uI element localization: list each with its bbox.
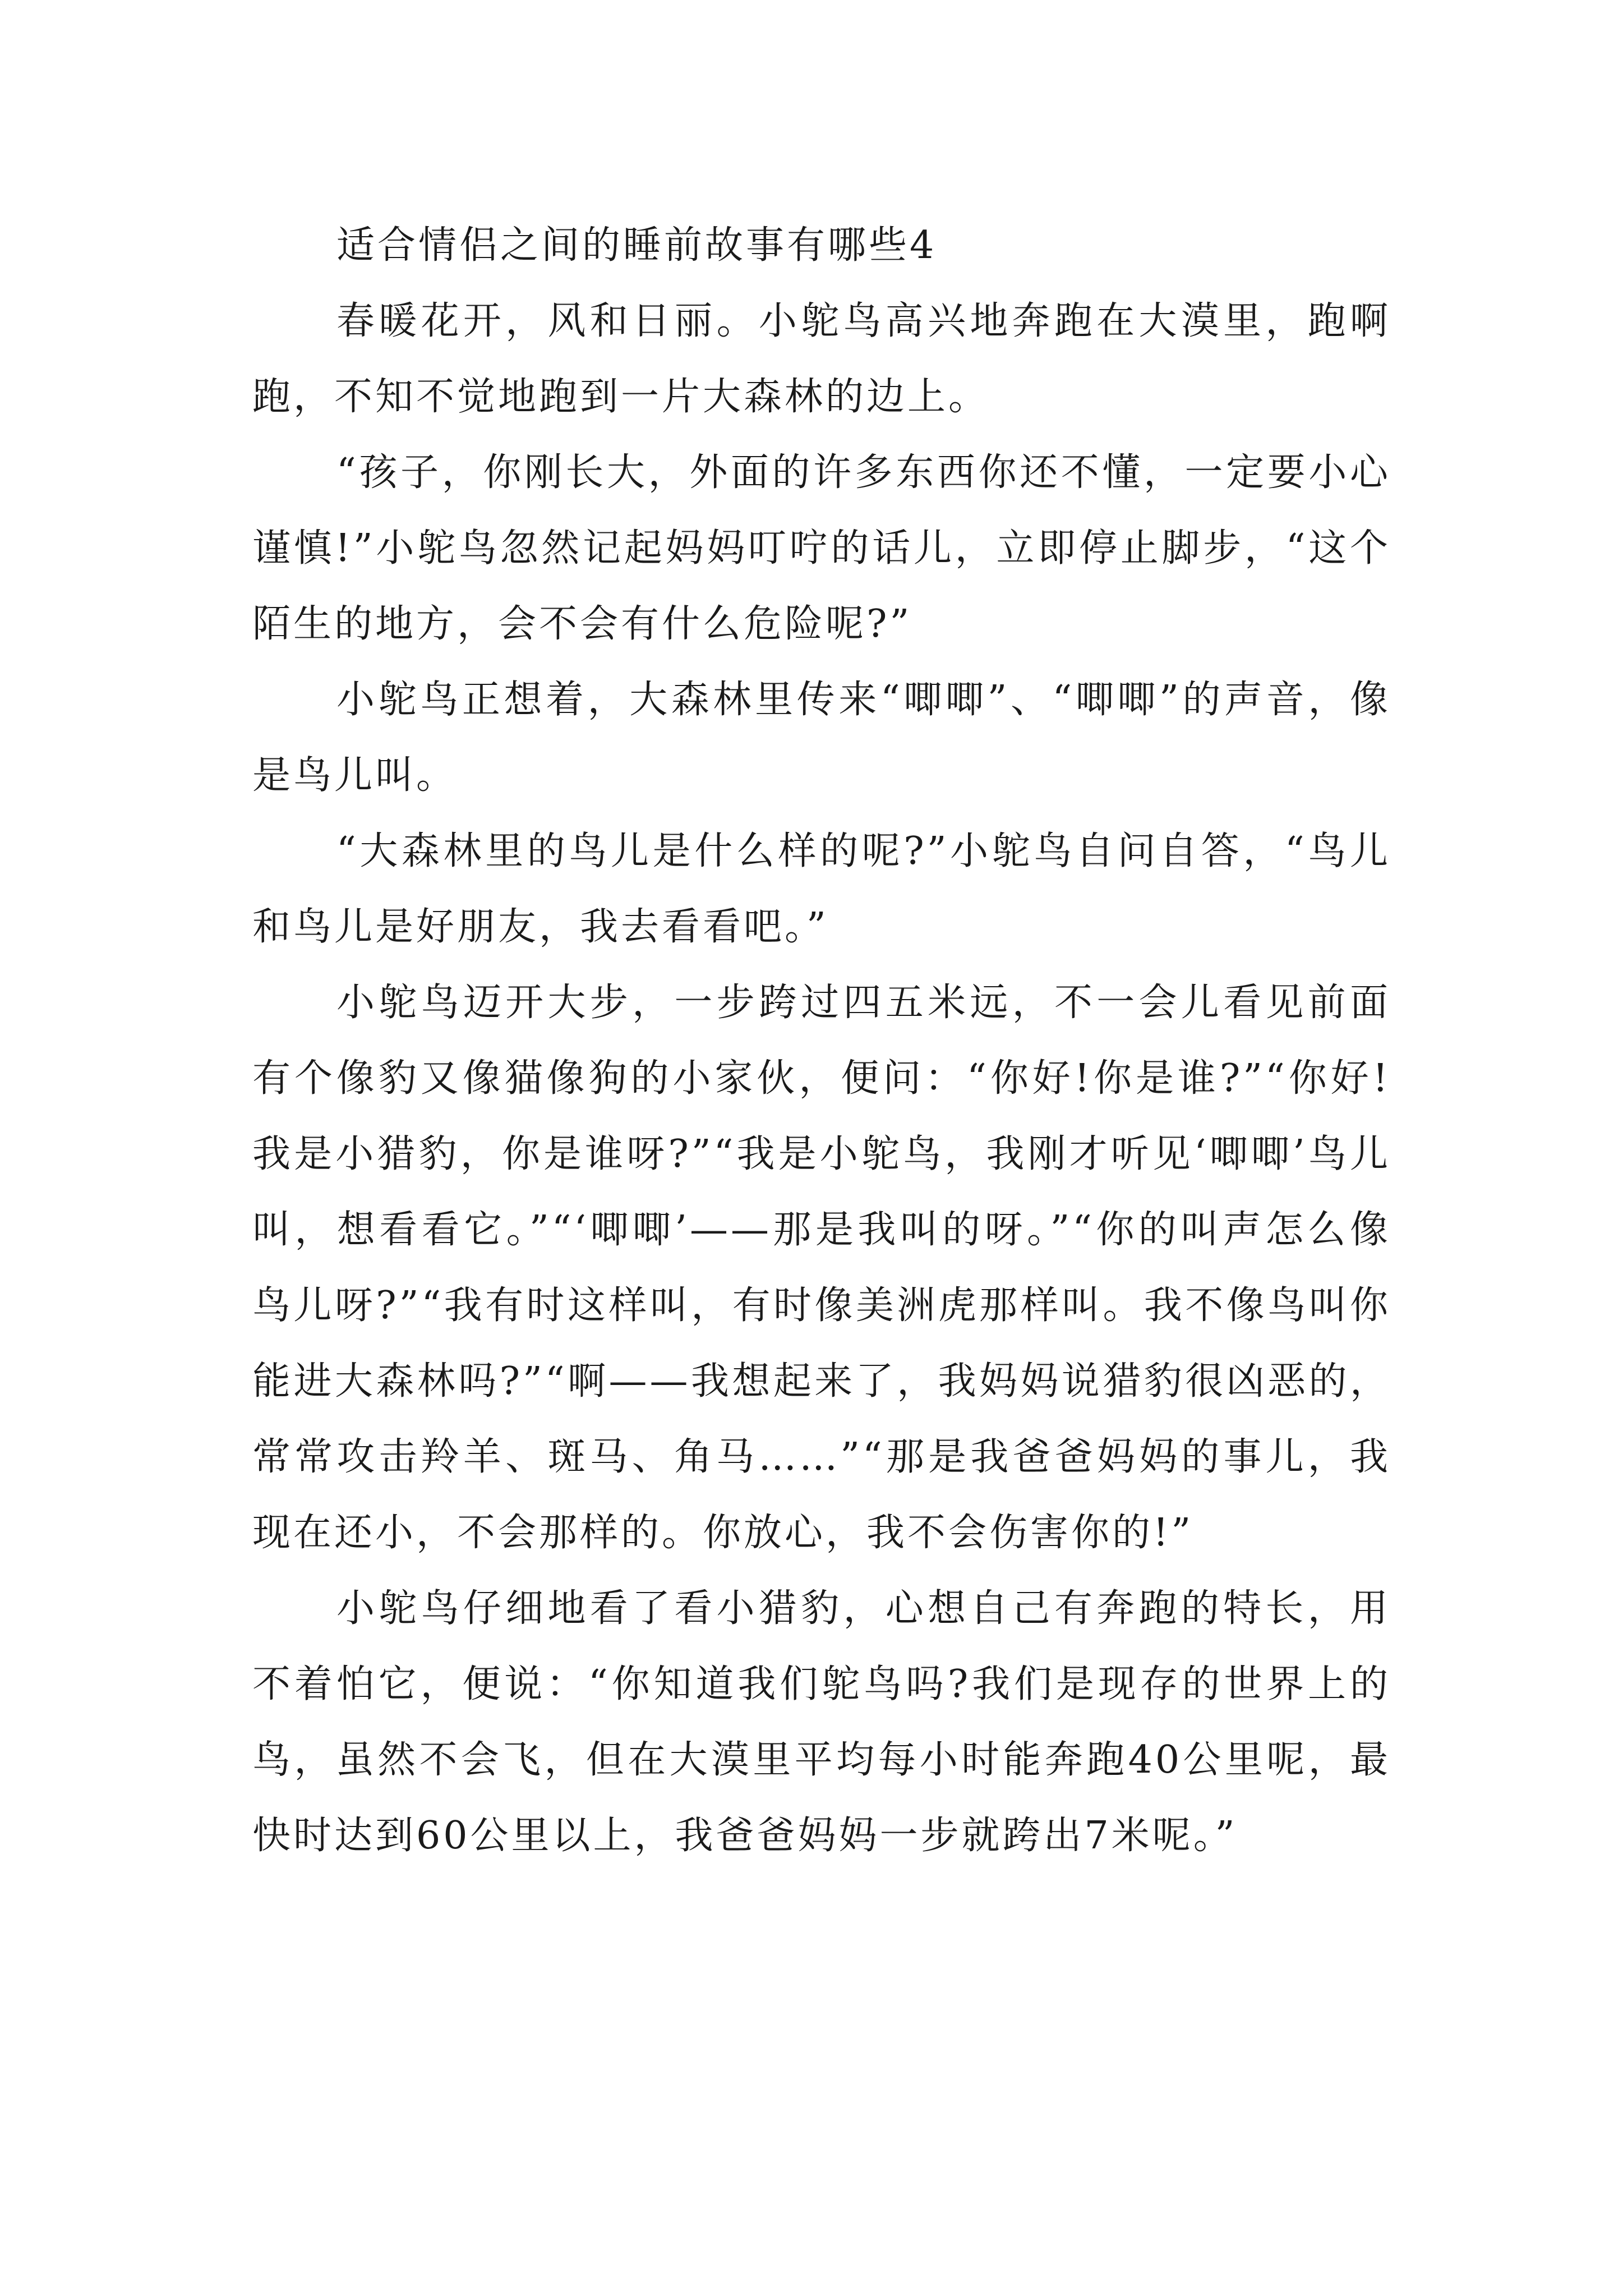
- paragraph-4: “大森林里的鸟儿是什么样的呢?”小鸵鸟自问自答，“鸟儿和鸟儿是好朋友，我去看看吧。”: [252, 829, 1391, 949]
- paragraph-6: 小鸵鸟仔细地看了看小猎豹，心想自己有奔跑的特长，用不着怕它，便说：“你知道我们鸵鸟吗?我们是现存的世界上的鸟，虽然不会飞，但在大漠里平均每小时能奔跑40公里呢，最快时达到60公里以上，我爸爸妈妈一步就跨出7米呢。”: [252, 1586, 1391, 1858]
- document-body: [252, 208, 1391, 1874]
- paragraph-5: 小鸵鸟迈开大步，一步跨过四五米远，不一会儿看见前面有个像豹又像猫像狗的小家伙，便问：“你好!你是谁?”“你好!我是小猎豹，你是谁呀?”“我是小鸵鸟，我刚才听见‘唧唧’鸟儿叫，想看看它。”“‘唧唧’——那是我叫的呀。”“你的叫声怎么像鸟儿呀?”“我有时这样叫，有时像美洲虎那样叫。我不像鸟叫你能进大森林吗?”“啊——我想起来了，我妈妈说猎豹很凶恶的，常常攻击羚羊、斑马、角马……”“那是我爸爸妈妈的事儿，我现在还小，不会那样的。你放心，我不会伤害你的!”: [252, 981, 1391, 1555]
- paragraph-2: “孩子，你刚长大，外面的许多东西你还不懂，一定要小心谨慎!”小鸵鸟忽然记起妈妈叮咛的话儿，立即停止脚步，“这个陌生的地方，会不会有什么危险呢?”: [252, 450, 1391, 646]
- paragraph-1: 春暖花开，风和日丽。小鸵鸟高兴地奔跑在大漠里，跑啊跑，不知不觉地跑到一片大森林的边上。: [252, 299, 1391, 419]
- paragraph-3: 小鸵鸟正想着，大森林里传来“唧唧”、“唧唧”的声音，像是鸟儿叫。: [252, 678, 1391, 798]
- document-title: 适合情侣之间的睡前故事有哪些4: [336, 223, 937, 268]
